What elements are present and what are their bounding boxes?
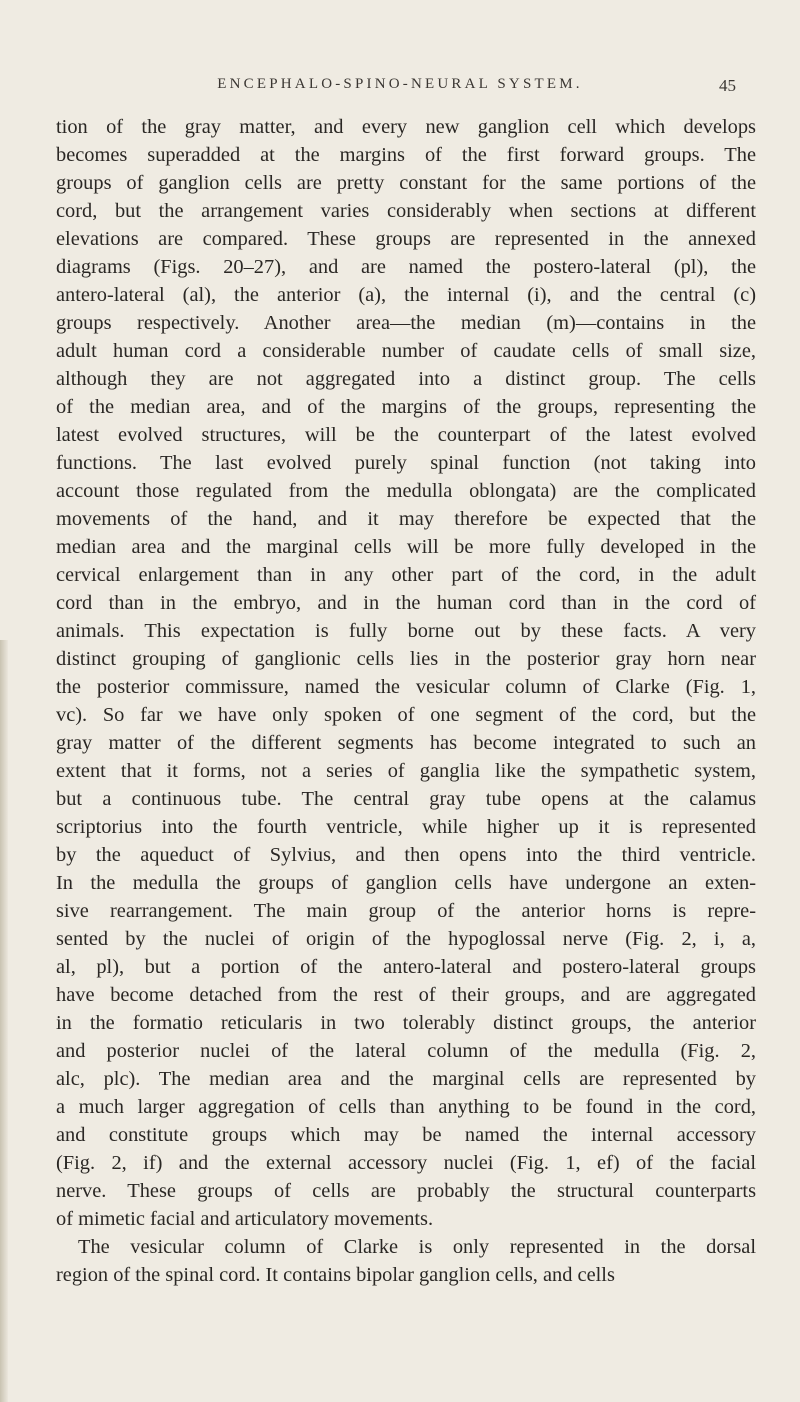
paragraph-2 <box>56 1233 756 1289</box>
text-line: and constitute groups which may be named the internal accessory <box>56 1124 756 1146</box>
text-line: sented by the nuclei of origin of the hypoglossal nerve (Fig. 2, i, a, <box>56 928 756 950</box>
text-line: groups of ganglion cells are pretty constant for the same portions of the <box>56 172 756 194</box>
text-line: the posterior commissure, named the vesicular column of Clarke (Fig. 1, <box>56 676 756 698</box>
text-line: have become detached from the rest of their groups, and are aggregated <box>56 984 756 1006</box>
running-head <box>0 76 800 100</box>
text-line: movements of the hand, and it may therefore be expected that the <box>56 508 756 530</box>
text-line: cervical enlargement than in any other part of the cord, in the adult <box>56 564 756 586</box>
text-line: al, pl), but a portion of the antero-lateral and postero-lateral groups <box>56 956 756 978</box>
text-line: diagrams (Figs. 20–27), and are named the postero-lateral (pl), the <box>56 256 756 278</box>
text-line: The vesicular column of Clarke is only represented in the dorsal <box>78 1236 756 1258</box>
text-line: region of the spinal cord. It contains bipolar ganglion cells, and cells <box>56 1264 615 1286</box>
text-line: alc, plc). The median area and the marginal cells are represented by <box>56 1068 756 1090</box>
text-line: functions. The last evolved purely spinal function (not taking into <box>56 452 756 474</box>
text-line: elevations are compared. These groups are represented in the annexed <box>56 228 756 250</box>
text-line: of the median area, and of the margins of the groups, representing the <box>56 396 756 418</box>
text-line: groups respectively. Another area—the median (m)—contains in the <box>56 312 756 334</box>
text-line: vc). So far we have only spoken of one segment of the cord, but the <box>56 704 756 726</box>
paragraph-1 <box>56 113 756 1233</box>
text-line: becomes superadded at the margins of the first forward groups. The <box>56 144 756 166</box>
text-line: of mimetic facial and articulatory movements. <box>56 1208 434 1230</box>
text-line: animals. This expectation is fully borne out by these facts. A very <box>56 620 756 642</box>
text-line: in the formatio reticularis in two tolerably distinct groups, the anterior <box>56 1012 756 1034</box>
text-line: but a continuous tube. The central gray tube opens at the calamus <box>56 788 756 810</box>
page-number: 45 <box>719 76 736 95</box>
text-line: although they are not aggregated into a distinct group. The cells <box>56 368 756 390</box>
running-title: ENCEPHALO-SPINO-NEURAL SYSTEM. <box>217 76 583 92</box>
text-line: antero-lateral (al), the anterior (a), the internal (i), and the central (c) <box>56 284 756 306</box>
text-line: In the medulla the groups of ganglion cells have undergone an exten- <box>56 872 756 894</box>
body-text <box>56 113 756 1289</box>
text-line: adult human cord a considerable number of caudate cells of small size, <box>56 340 756 362</box>
text-line: nerve. These groups of cells are probably the structural counterparts <box>56 1180 756 1202</box>
text-line: account those regulated from the medulla oblongata) are the complicated <box>56 480 756 502</box>
text-line: gray matter of the different segments has become integrated to such an <box>56 732 756 754</box>
page-binding-edge <box>0 640 8 1402</box>
text-line: and posterior nuclei of the lateral column of the medulla (Fig. 2, <box>56 1040 756 1062</box>
text-line: sive rearrangement. The main group of the anterior horns is repre- <box>56 900 756 922</box>
text-line: cord, but the arrangement varies considerably when sections at different <box>56 200 756 222</box>
text-line: extent that it forms, not a series of ganglia like the sympathetic system, <box>56 760 756 782</box>
text-line: tion of the gray matter, and every new ganglion cell which develops <box>56 116 756 138</box>
text-line: (Fig. 2, if) and the external accessory nuclei (Fig. 1, ef) of the facial <box>56 1152 756 1174</box>
text-line: a much larger aggregation of cells than anything to be found in the cord, <box>56 1096 756 1118</box>
text-line: scriptorius into the fourth ventricle, while higher up it is represented <box>56 816 756 838</box>
text-line: by the aqueduct of Sylvius, and then opens into the third ventricle. <box>56 844 756 866</box>
text-line: median area and the marginal cells will be more fully developed in the <box>56 536 756 558</box>
text-line: distinct grouping of ganglionic cells lies in the posterior gray horn near <box>56 648 756 670</box>
text-line: latest evolved structures, will be the counterpart of the latest evolved <box>56 424 756 446</box>
text-line: cord than in the embryo, and in the human cord than in the cord of <box>56 592 756 614</box>
